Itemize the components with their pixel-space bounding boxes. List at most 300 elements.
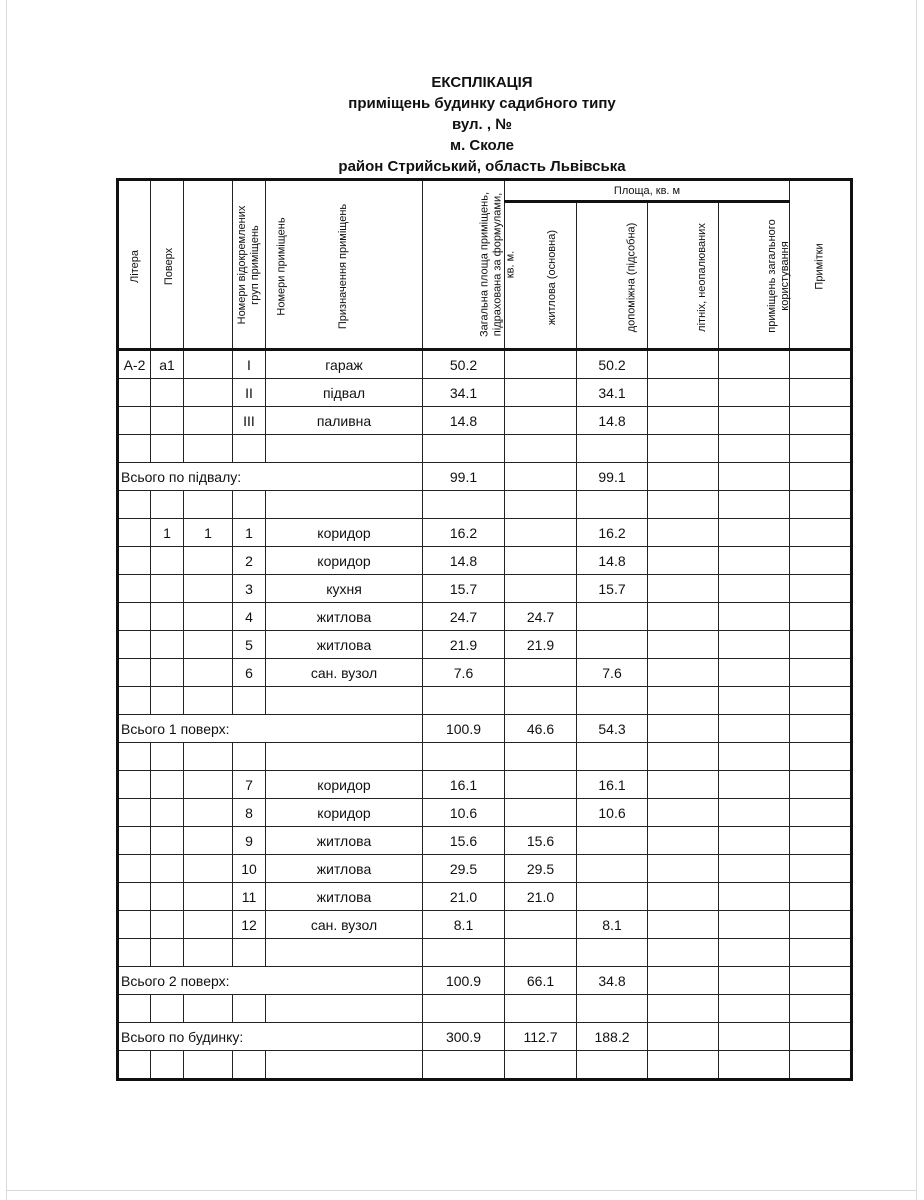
cell-summer [648,491,719,519]
total-row [118,967,852,995]
cell-litera [118,603,151,631]
cell-auxiliary [577,491,648,519]
cell-notes [790,1023,852,1051]
cell-notes [790,519,852,547]
cell-auxiliary [577,603,648,631]
cell-purpose: житлова [266,883,423,911]
title-line-3: вул. , № [452,116,512,133]
cell-floor [151,883,184,911]
cell-group [184,435,233,463]
cell-common [719,463,790,491]
cell-litera [118,547,151,575]
cell-living: 112.7 [505,1023,577,1051]
cell-total-area [423,491,505,519]
total-row [118,715,852,743]
cell-summer [648,1051,719,1080]
cell-notes [790,659,852,687]
cell-group [184,659,233,687]
cell-living [505,435,577,463]
cell-auxiliary [577,883,648,911]
cell-summer [648,939,719,967]
cell-group [184,995,233,1023]
cell-purpose: кухня [266,575,423,603]
table-row [118,995,852,1023]
cell-common [719,883,790,911]
cell-total-area: 16.2 [423,519,505,547]
cell-living: 21.9 [505,631,577,659]
cell-notes [790,379,852,407]
cell-floor [151,631,184,659]
cell-summer [648,967,719,995]
cell-auxiliary: 16.2 [577,519,648,547]
cell-notes [790,631,852,659]
cell-living: 46.6 [505,715,577,743]
cell-group [184,379,233,407]
cell-summer [648,715,719,743]
cell-room-number: 7 [233,771,266,799]
cell-auxiliary [577,631,648,659]
cell-auxiliary: 34.8 [577,967,648,995]
cell-purpose [266,687,423,715]
table-row [118,547,852,575]
cell-litera [118,435,151,463]
cell-purpose [266,939,423,967]
table-row [118,771,852,799]
cell-floor [151,743,184,771]
cell-common [719,350,790,379]
table-row [118,575,852,603]
cell-room-number: 2 [233,547,266,575]
cell-summer [648,659,719,687]
cell-floor [151,771,184,799]
cell-notes [790,463,852,491]
table-row [118,350,852,379]
cell-group [184,883,233,911]
cell-common [719,799,790,827]
header-floor: Поверх [151,180,184,350]
cell-room-number: 9 [233,827,266,855]
cell-purpose: коридор [266,519,423,547]
cell-living [505,350,577,379]
cell-group [184,827,233,855]
cell-room-number [233,491,266,519]
cell-notes [790,491,852,519]
header-auxiliary: допоміжна (підсобна) [577,202,648,350]
cell-group [184,491,233,519]
title-line-4: м. Сколе [449,137,515,154]
cell-total-area [423,687,505,715]
cell-living [505,939,577,967]
cell-summer [648,350,719,379]
cell-litera [118,855,151,883]
cell-room-number [233,687,266,715]
document-title [0,72,924,177]
page-edge-bottom [6,1190,917,1191]
cell-floor [151,435,184,463]
table-row [118,631,852,659]
cell-total-area: 99.1 [423,463,505,491]
cell-summer [648,435,719,463]
cell-living: 66.1 [505,967,577,995]
cell-total-area [423,995,505,1023]
cell-common [719,659,790,687]
total-row [118,1023,852,1051]
cell-living [505,547,577,575]
header-purpose: Призначення приміщень [266,180,423,350]
page-edge-right [916,0,917,1200]
cell-common [719,603,790,631]
cell-living [505,995,577,1023]
cell-common [719,491,790,519]
cell-summer [648,1023,719,1051]
cell-floor [151,939,184,967]
cell-common [719,379,790,407]
cell-summer [648,883,719,911]
cell-auxiliary [577,939,648,967]
cell-room-number: 4 [233,603,266,631]
header-summer: літніх, неопалюваних [648,202,719,350]
cell-auxiliary: 14.8 [577,407,648,435]
cell-purpose [266,435,423,463]
cell-total-area: 24.7 [423,603,505,631]
cell-floor [151,379,184,407]
cell-common [719,547,790,575]
header-area-group: Площа, кв. м [505,180,790,202]
cell-room-number: 5 [233,631,266,659]
cell-notes [790,967,852,995]
cell-litera [118,939,151,967]
cell-total-area: 15.7 [423,575,505,603]
title-line-1: ЕКСПЛІКАЦІЯ [431,74,533,91]
cell-notes [790,1051,852,1080]
cell-group [184,1051,233,1080]
cell-auxiliary: 54.3 [577,715,648,743]
cell-room-number: II [233,379,266,407]
table-row [118,687,852,715]
cell-room-number [233,1051,266,1080]
cell-summer [648,379,719,407]
cell-floor [151,659,184,687]
cell-common [719,407,790,435]
cell-living: 15.6 [505,827,577,855]
cell-summer [648,687,719,715]
header-room-numbers: Номери приміщень [233,180,266,350]
cell-litera [118,575,151,603]
cell-purpose: житлова [266,855,423,883]
table-row [118,603,852,631]
cell-auxiliary: 99.1 [577,463,648,491]
cell-notes [790,743,852,771]
cell-auxiliary: 7.6 [577,659,648,687]
cell-total-area: 8.1 [423,911,505,939]
cell-room-number: 6 [233,659,266,687]
cell-living: 21.0 [505,883,577,911]
cell-notes [790,350,852,379]
cell-total-area: 100.9 [423,967,505,995]
total-label: Всього 1 поверх: [118,715,423,743]
cell-total-area [423,939,505,967]
cell-total-area [423,1051,505,1080]
cell-common [719,715,790,743]
cell-auxiliary: 188.2 [577,1023,648,1051]
cell-auxiliary [577,743,648,771]
cell-living [505,463,577,491]
cell-litera [118,687,151,715]
cell-summer [648,575,719,603]
cell-litera [118,631,151,659]
table-row [118,827,852,855]
table-body [118,350,852,1080]
table-row [118,407,852,435]
cell-summer [648,827,719,855]
cell-living [505,1051,577,1080]
cell-litera [118,911,151,939]
cell-purpose: паливна [266,407,423,435]
cell-group [184,350,233,379]
cell-purpose [266,491,423,519]
cell-common [719,743,790,771]
cell-common [719,631,790,659]
table-row [118,379,852,407]
cell-group [184,799,233,827]
page-edge-left [6,0,7,1200]
cell-living [505,687,577,715]
table-row [118,855,852,883]
cell-living [505,407,577,435]
cell-common [719,939,790,967]
header-common: приміщень загального користування [719,202,790,350]
cell-common [719,995,790,1023]
cell-summer [648,547,719,575]
cell-group [184,855,233,883]
cell-summer [648,855,719,883]
cell-total-area: 21.0 [423,883,505,911]
cell-summer [648,603,719,631]
cell-purpose: житлова [266,631,423,659]
table-row [118,659,852,687]
table-row [118,435,852,463]
cell-total-area [423,743,505,771]
cell-total-area [423,435,505,463]
total-label: Всього по підвалу: [118,463,423,491]
cell-room-number [233,743,266,771]
cell-purpose: сан. вузол [266,659,423,687]
table-row [118,491,852,519]
cell-purpose [266,743,423,771]
cell-floor [151,827,184,855]
cell-total-area: 34.1 [423,379,505,407]
cell-group [184,939,233,967]
cell-purpose: коридор [266,799,423,827]
cell-notes [790,407,852,435]
cell-total-area: 100.9 [423,715,505,743]
cell-auxiliary: 34.1 [577,379,648,407]
cell-purpose [266,995,423,1023]
cell-floor [151,491,184,519]
cell-floor [151,575,184,603]
cell-litera [118,1051,151,1080]
cell-notes [790,939,852,967]
cell-common [719,687,790,715]
cell-litera: А-2 [118,350,151,379]
cell-auxiliary: 16.1 [577,771,648,799]
cell-litera [118,799,151,827]
cell-summer [648,631,719,659]
cell-common [719,1051,790,1080]
cell-notes [790,547,852,575]
cell-room-number: 11 [233,883,266,911]
cell-group [184,575,233,603]
cell-notes [790,911,852,939]
cell-litera [118,491,151,519]
cell-litera [118,659,151,687]
cell-notes [790,855,852,883]
cell-group [184,771,233,799]
table-row [118,519,852,547]
cell-litera [118,771,151,799]
cell-total-area: 14.8 [423,407,505,435]
cell-purpose: коридор [266,771,423,799]
cell-auxiliary: 14.8 [577,547,648,575]
cell-living [505,379,577,407]
cell-room-number: III [233,407,266,435]
cell-auxiliary: 10.6 [577,799,648,827]
cell-common [719,967,790,995]
cell-room-number [233,995,266,1023]
cell-litera [118,407,151,435]
cell-floor [151,407,184,435]
cell-summer [648,463,719,491]
cell-auxiliary: 8.1 [577,911,648,939]
cell-summer [648,771,719,799]
cell-common [719,855,790,883]
cell-floor: 1 [151,519,184,547]
cell-purpose [266,1051,423,1080]
cell-room-number: I [233,350,266,379]
cell-summer [648,911,719,939]
cell-floor [151,1051,184,1080]
cell-auxiliary: 15.7 [577,575,648,603]
cell-notes [790,799,852,827]
cell-room-number: 12 [233,911,266,939]
cell-living [505,659,577,687]
cell-common [719,771,790,799]
cell-common [719,827,790,855]
cell-living [505,519,577,547]
cell-auxiliary [577,1051,648,1080]
cell-auxiliary: 50.2 [577,350,648,379]
cell-summer [648,995,719,1023]
cell-notes [790,715,852,743]
cell-auxiliary [577,855,648,883]
cell-common [719,1023,790,1051]
cell-common [719,435,790,463]
cell-total-area: 50.2 [423,350,505,379]
cell-room-number: 1 [233,519,266,547]
cell-auxiliary [577,827,648,855]
header-total-area: Загальна площа приміщень, підрахована за формулами, кв. м. [423,180,505,350]
cell-litera [118,827,151,855]
cell-common [719,575,790,603]
cell-living [505,911,577,939]
cell-auxiliary [577,687,648,715]
cell-purpose: підвал [266,379,423,407]
cell-living [505,799,577,827]
cell-total-area: 15.6 [423,827,505,855]
cell-notes [790,827,852,855]
cell-floor [151,799,184,827]
table-row [118,743,852,771]
cell-summer [648,519,719,547]
cell-living: 29.5 [505,855,577,883]
cell-room-number: 8 [233,799,266,827]
cell-common [719,519,790,547]
cell-total-area: 16.1 [423,771,505,799]
cell-room-number [233,435,266,463]
cell-floor [151,855,184,883]
cell-group [184,743,233,771]
cell-floor [151,547,184,575]
cell-notes [790,771,852,799]
cell-group [184,687,233,715]
cell-litera [118,519,151,547]
header-group-numbers: Номери відокремлених груп приміщень [184,180,233,350]
cell-litera [118,995,151,1023]
cell-purpose: гараж [266,350,423,379]
cell-litera [118,883,151,911]
cell-room-number: 3 [233,575,266,603]
cell-summer [648,407,719,435]
cell-common [719,911,790,939]
total-row [118,463,852,491]
total-label: Всього 2 поверх: [118,967,423,995]
cell-summer [648,799,719,827]
cell-notes [790,687,852,715]
cell-notes [790,435,852,463]
cell-living [505,491,577,519]
cell-room-number [233,939,266,967]
explication-table [116,178,853,1081]
table-row [118,939,852,967]
cell-total-area: 10.6 [423,799,505,827]
cell-group [184,603,233,631]
title-line-2: приміщень будинку садибного типу [348,95,616,112]
cell-group [184,911,233,939]
header-notes: Примітки [790,180,852,350]
cell-group [184,547,233,575]
cell-purpose: житлова [266,827,423,855]
cell-litera [118,379,151,407]
total-label: Всього по будинку: [118,1023,423,1051]
cell-floor [151,995,184,1023]
cell-litera [118,743,151,771]
cell-total-area: 7.6 [423,659,505,687]
cell-purpose: житлова [266,603,423,631]
cell-auxiliary [577,435,648,463]
cell-notes [790,883,852,911]
cell-total-area: 21.9 [423,631,505,659]
cell-living [505,771,577,799]
cell-group [184,407,233,435]
table-row [118,911,852,939]
cell-floor [151,603,184,631]
cell-notes [790,603,852,631]
table-row [118,1051,852,1080]
cell-summer [648,743,719,771]
cell-notes [790,575,852,603]
cell-room-number: 10 [233,855,266,883]
cell-auxiliary [577,995,648,1023]
